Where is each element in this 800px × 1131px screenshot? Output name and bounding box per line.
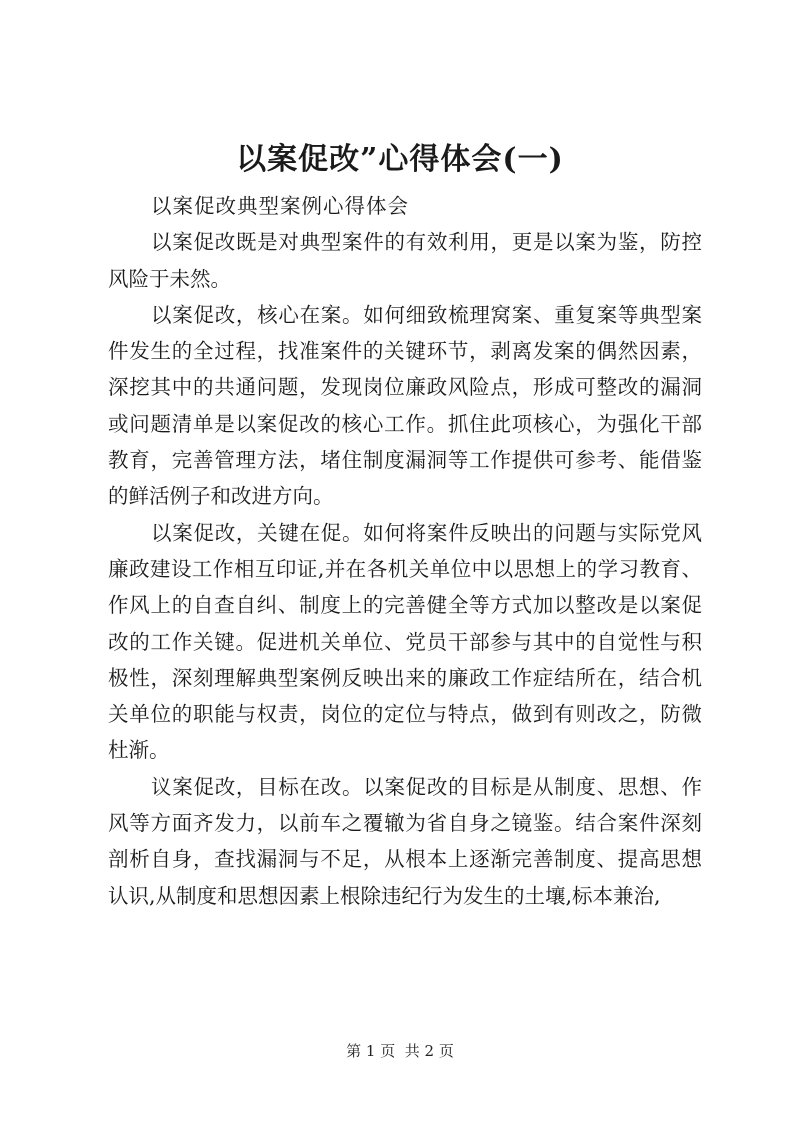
paragraph-core: 以案促改，核心在案。如何细致梳理窝案、重复案等典型案件发生的全过程，找准案件的关键环节，剥离发案的偶然因素，深挖其中的共通问题，发现岗位廉政风险点，形成可整改的漏洞或问题清单是以案促改的核心工作。抓住此项核心，为强化干部教育，完善管理方法，堵住制度漏洞等工作提供可参考、能借鉴的鲜活例子和改进方向。: [108, 302, 702, 509]
document-title: 以案促改”心得体会(一): [236, 142, 564, 177]
page-number-footer: 第 1 页 共 2 页: [346, 1042, 454, 1060]
paragraph-key: 以案促改，关键在促。如何将案件反映出的问题与实际党风廉政建设工作相互印证,并在各机关单位中以思想上的学习教育、作风上的自查自纠、制度上的完善健全等方式加以整改是以案促改的工作关键。促进机关单位、党员干部参与其中的自觉性与积极性，深刻理解典型案例反映出来的廉政工作症结所在，结合机关单位的职能与权责，岗位的定位与特点，做到有则改之，防微杜渐。: [108, 520, 702, 763]
document-subtitle: 以案促改典型案例心得体会: [151, 194, 410, 218]
paragraph-goal: 议案促改，目标在改。以案促改的目标是从制度、思想、作风等方面齐发力，以前车之覆辙为省自身之镜鉴。结合案件深刻剖析自身，查找漏洞与不足，从根本上逐渐完善制度、提高思想认识,从制度和思想因素上根除违纪行为发生的土壤,标本兼治,: [108, 774, 702, 908]
document-body: [108, 188, 702, 914]
paragraph-intro: 以案促改既是对典型案件的有效利用，更是以案为鉴，防控风险于未然。: [108, 230, 702, 291]
